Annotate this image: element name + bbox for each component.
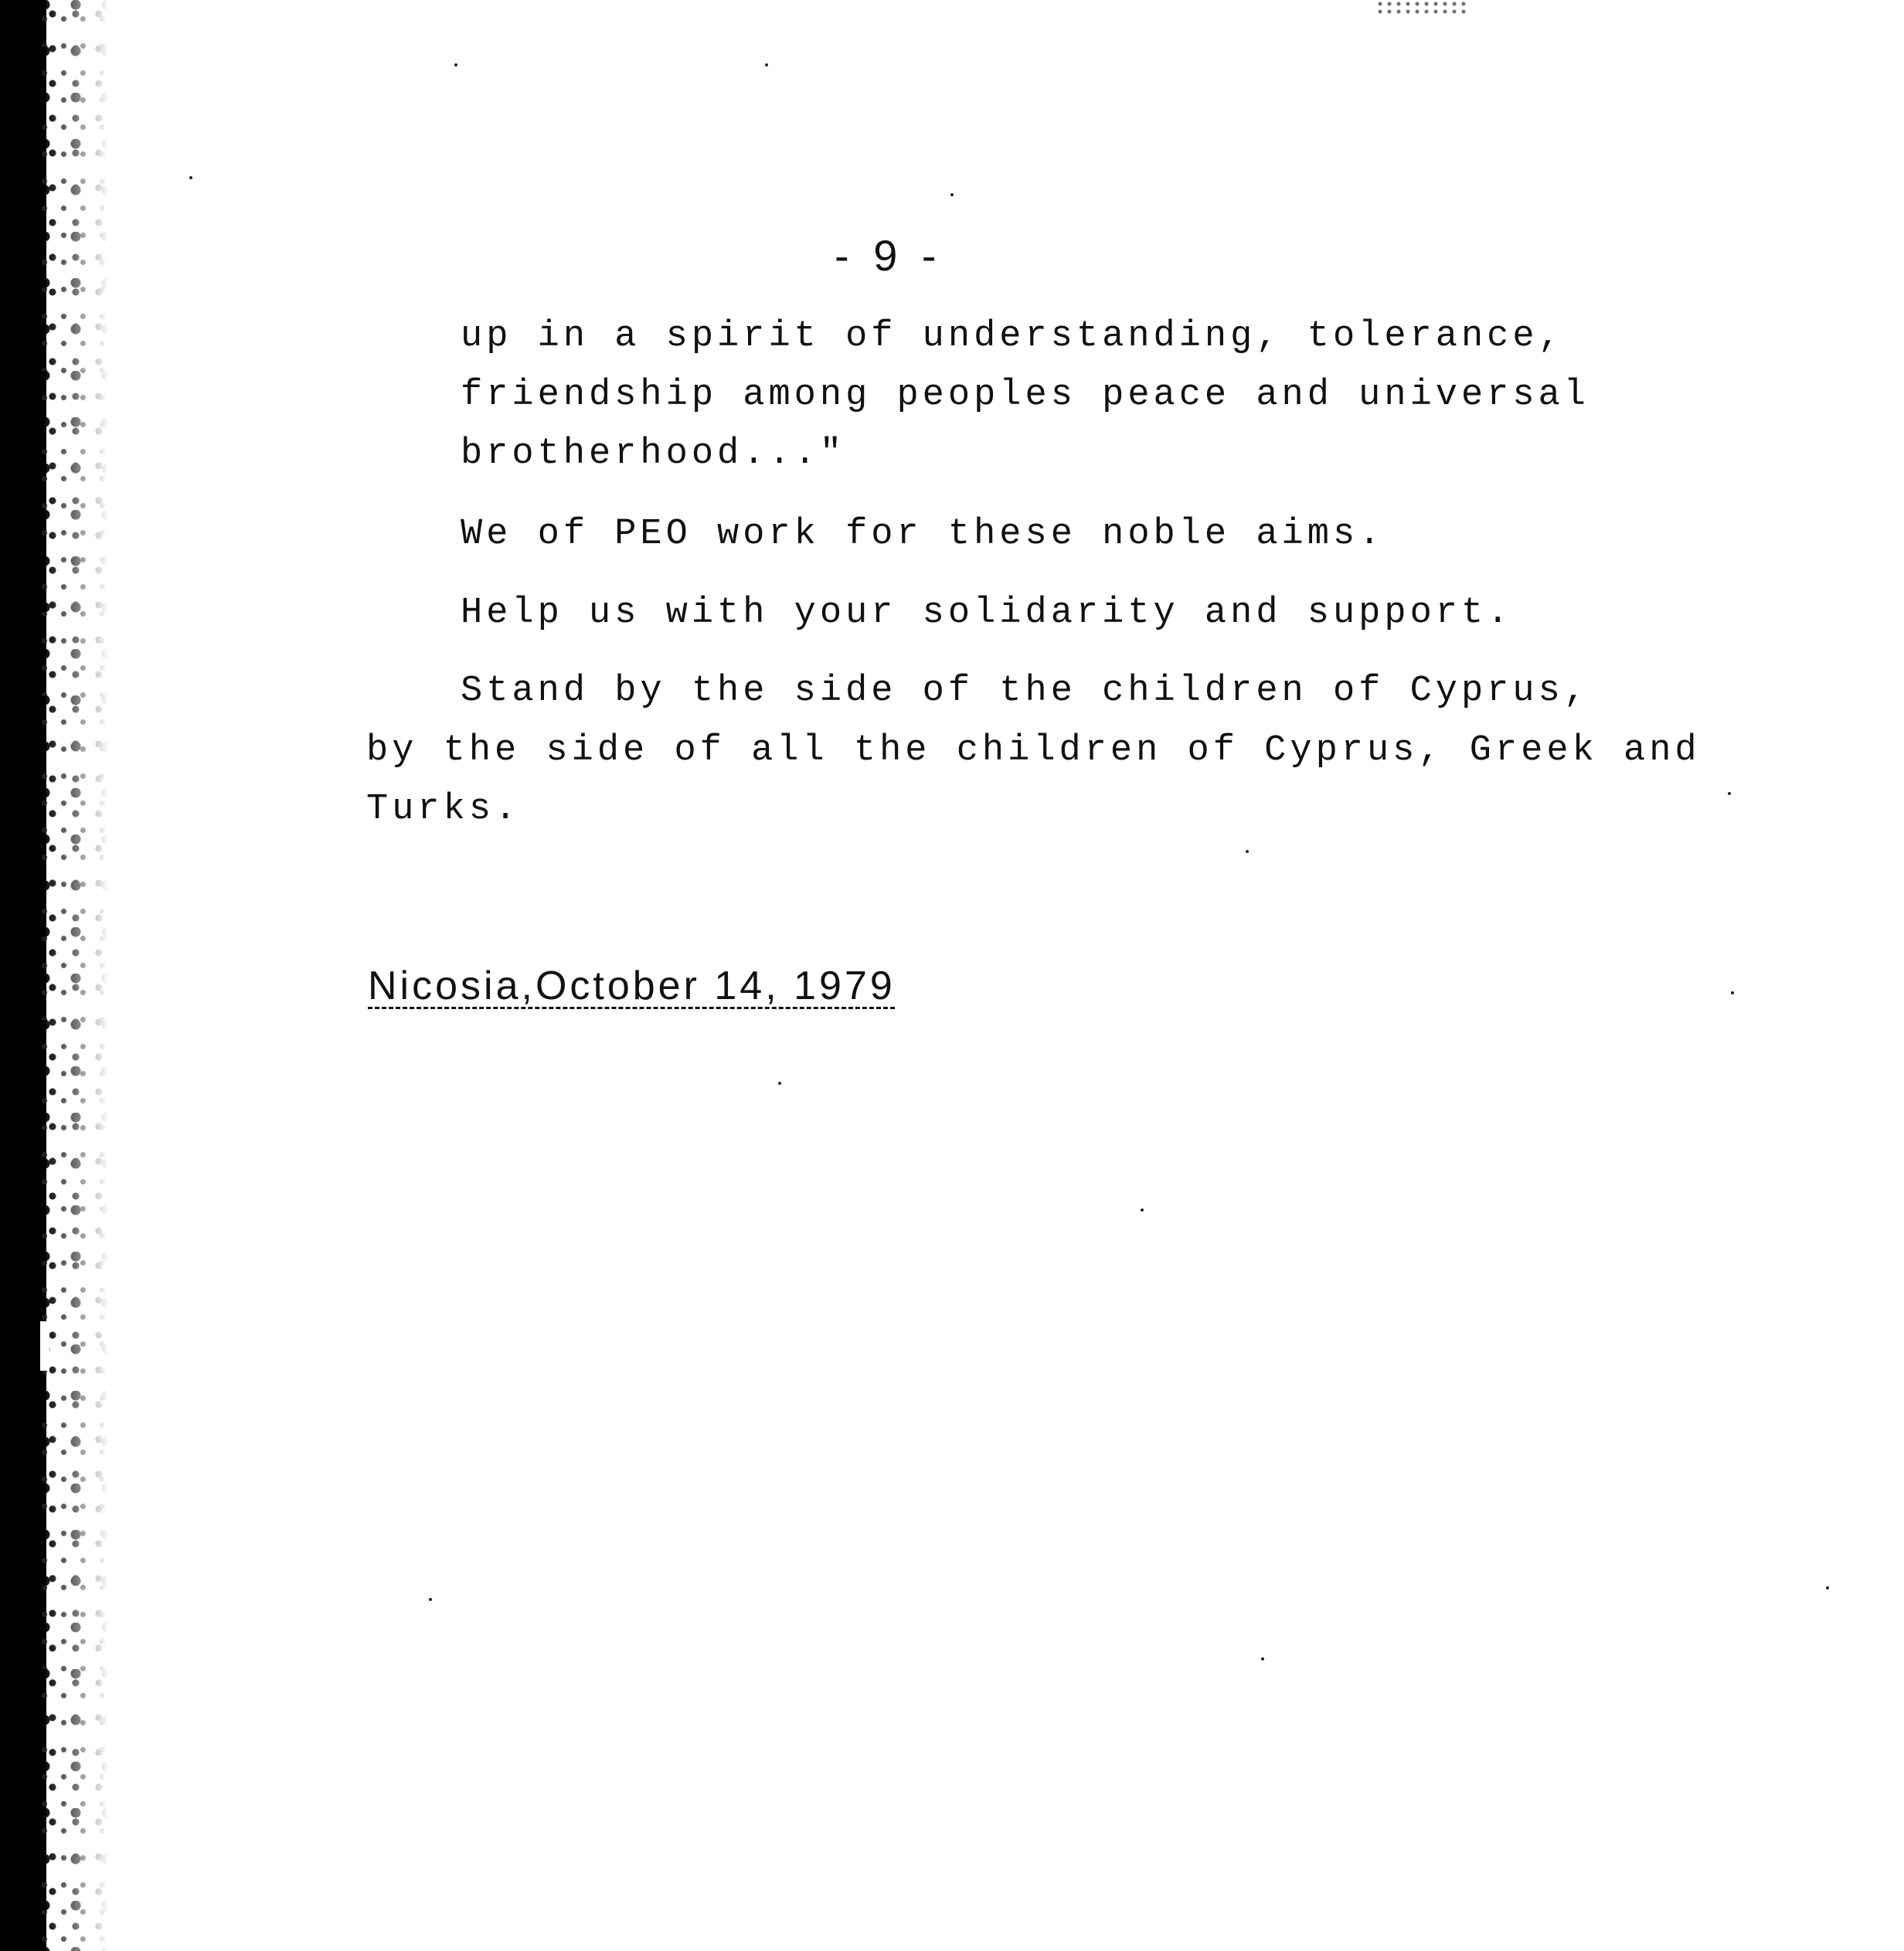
place-date-signoff: Nicosia,October 14, 1979 — [368, 964, 896, 1008]
scan-speck — [1728, 792, 1731, 795]
page-number: - 9 - — [835, 231, 943, 280]
scan-speck — [189, 176, 192, 179]
scan-speck — [454, 63, 457, 66]
body-line: by the side of all the children of Cyprus, Greek and — [366, 730, 1701, 771]
scan-speck — [1246, 850, 1249, 853]
body-line: Stand by the side of the children of Cyprus, — [461, 671, 1590, 712]
body-line: friendship among peoples peace and universal — [461, 375, 1590, 416]
scan-speck — [1261, 1657, 1264, 1660]
scan-speck — [1826, 1586, 1829, 1589]
scan-speckle — [1375, 0, 1468, 15]
scan-binding-noise — [39, 0, 108, 1951]
body-line: up in a spirit of understanding, tolerance, — [461, 316, 1564, 357]
scan-speck — [1141, 1208, 1144, 1212]
body-line: Help us with your solidarity and support. — [461, 593, 1513, 634]
scan-speck — [1731, 991, 1734, 994]
scan-speck — [778, 1082, 781, 1085]
scan-binding-notch — [40, 1321, 49, 1371]
body-line: brotherhood..." — [461, 433, 846, 474]
body-line: We of PEO work for these noble aims. — [461, 514, 1385, 555]
scan-speck — [429, 1598, 432, 1601]
body-line: Turks. — [366, 789, 521, 830]
scan-speck — [950, 193, 954, 196]
scan-speck — [765, 63, 768, 66]
